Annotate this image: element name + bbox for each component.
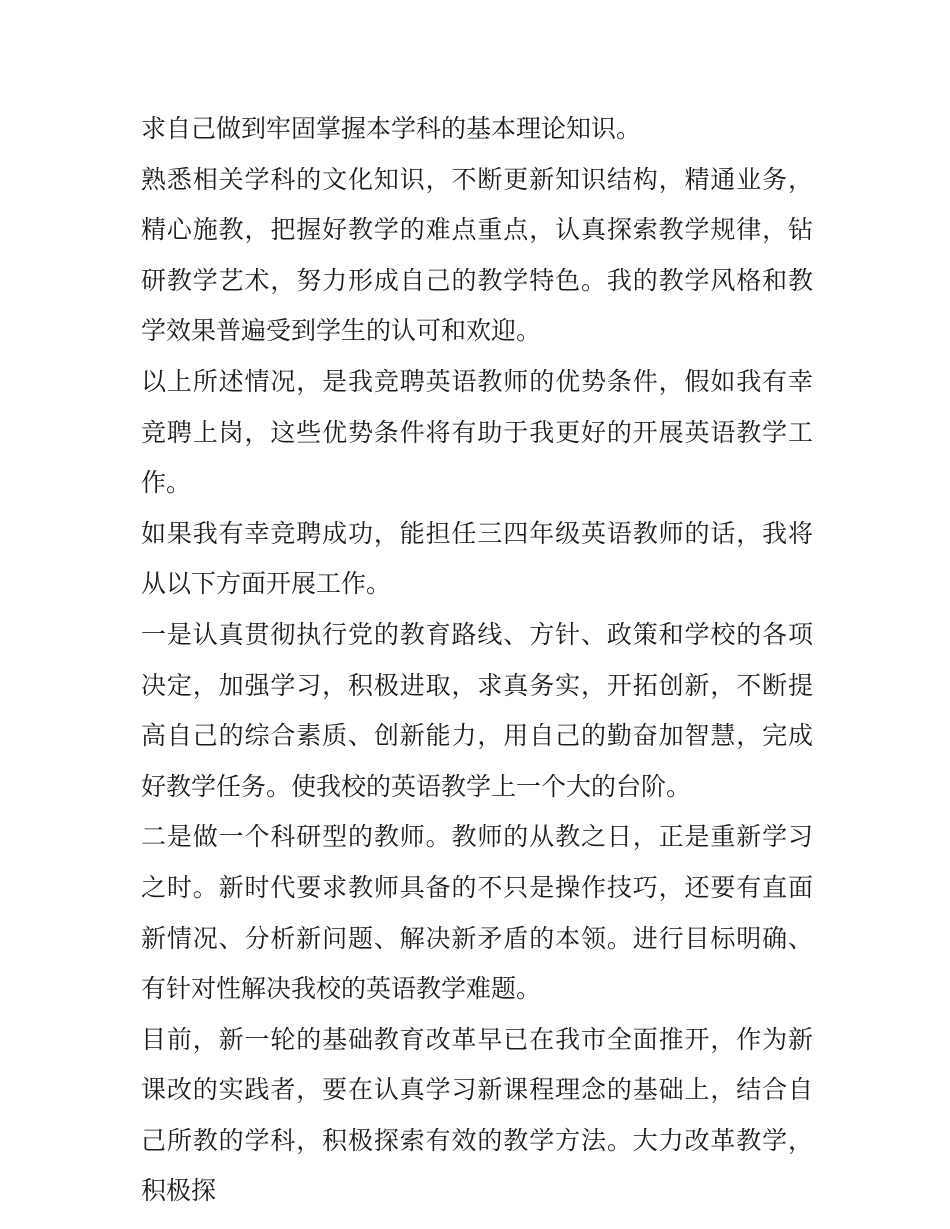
- paragraph-3: 以上所述情况，是我竞聘英语教师的优势条件，假如我有幸竞聘上岗，这些优势条件将有助于我更好的开展英语教学工作。: [141, 366, 813, 498]
- paragraph-4: 如果我有幸竞聘成功，能担任三四年级英语教师的话，我将从以下方面开展工作。: [141, 518, 813, 599]
- paragraph-5: 一是认真贯彻执行党的教育路线、方针、政策和学校的各项决定，加强学习，积极进取，求真务实，开拓创新，不断提高自己的综合素质、创新能力，用自己的勤奋加智慧，完成好教学任务。使我校的英语教学上一个大的台阶。: [141, 619, 813, 801]
- paragraph-7: 目前，新一轮的基础教育改革早已在我市全面推开，作为新课改的实践者，要在认真学习新课程理念的基础上，结合自己所教的学科，积极探索有效的教学方法。大力改革教学，积极探: [141, 1024, 813, 1206]
- paragraph-2: 熟悉相关学科的文化知识，不断更新知识结构，精通业务，精心施教，把握好教学的难点重点，认真探索教学规律，钻研教学艺术，努力形成自己的教学特色。我的教学风格和教学效果普遍受到学生的认可和欢迎。: [141, 164, 813, 346]
- document-body: [141, 104, 813, 1217]
- paragraph-1: 求自己做到牢固掌握本学科的基本理论知识。: [141, 114, 642, 143]
- paragraph-6: 二是做一个科研型的教师。教师的从教之日，正是重新学习之时。新时代要求教师具备的不只是操作技巧，还要有直面新情况、分析新问题、解决新矛盾的本领。进行目标明确、有针对性解决我校的英语教学难题。: [141, 822, 813, 1004]
